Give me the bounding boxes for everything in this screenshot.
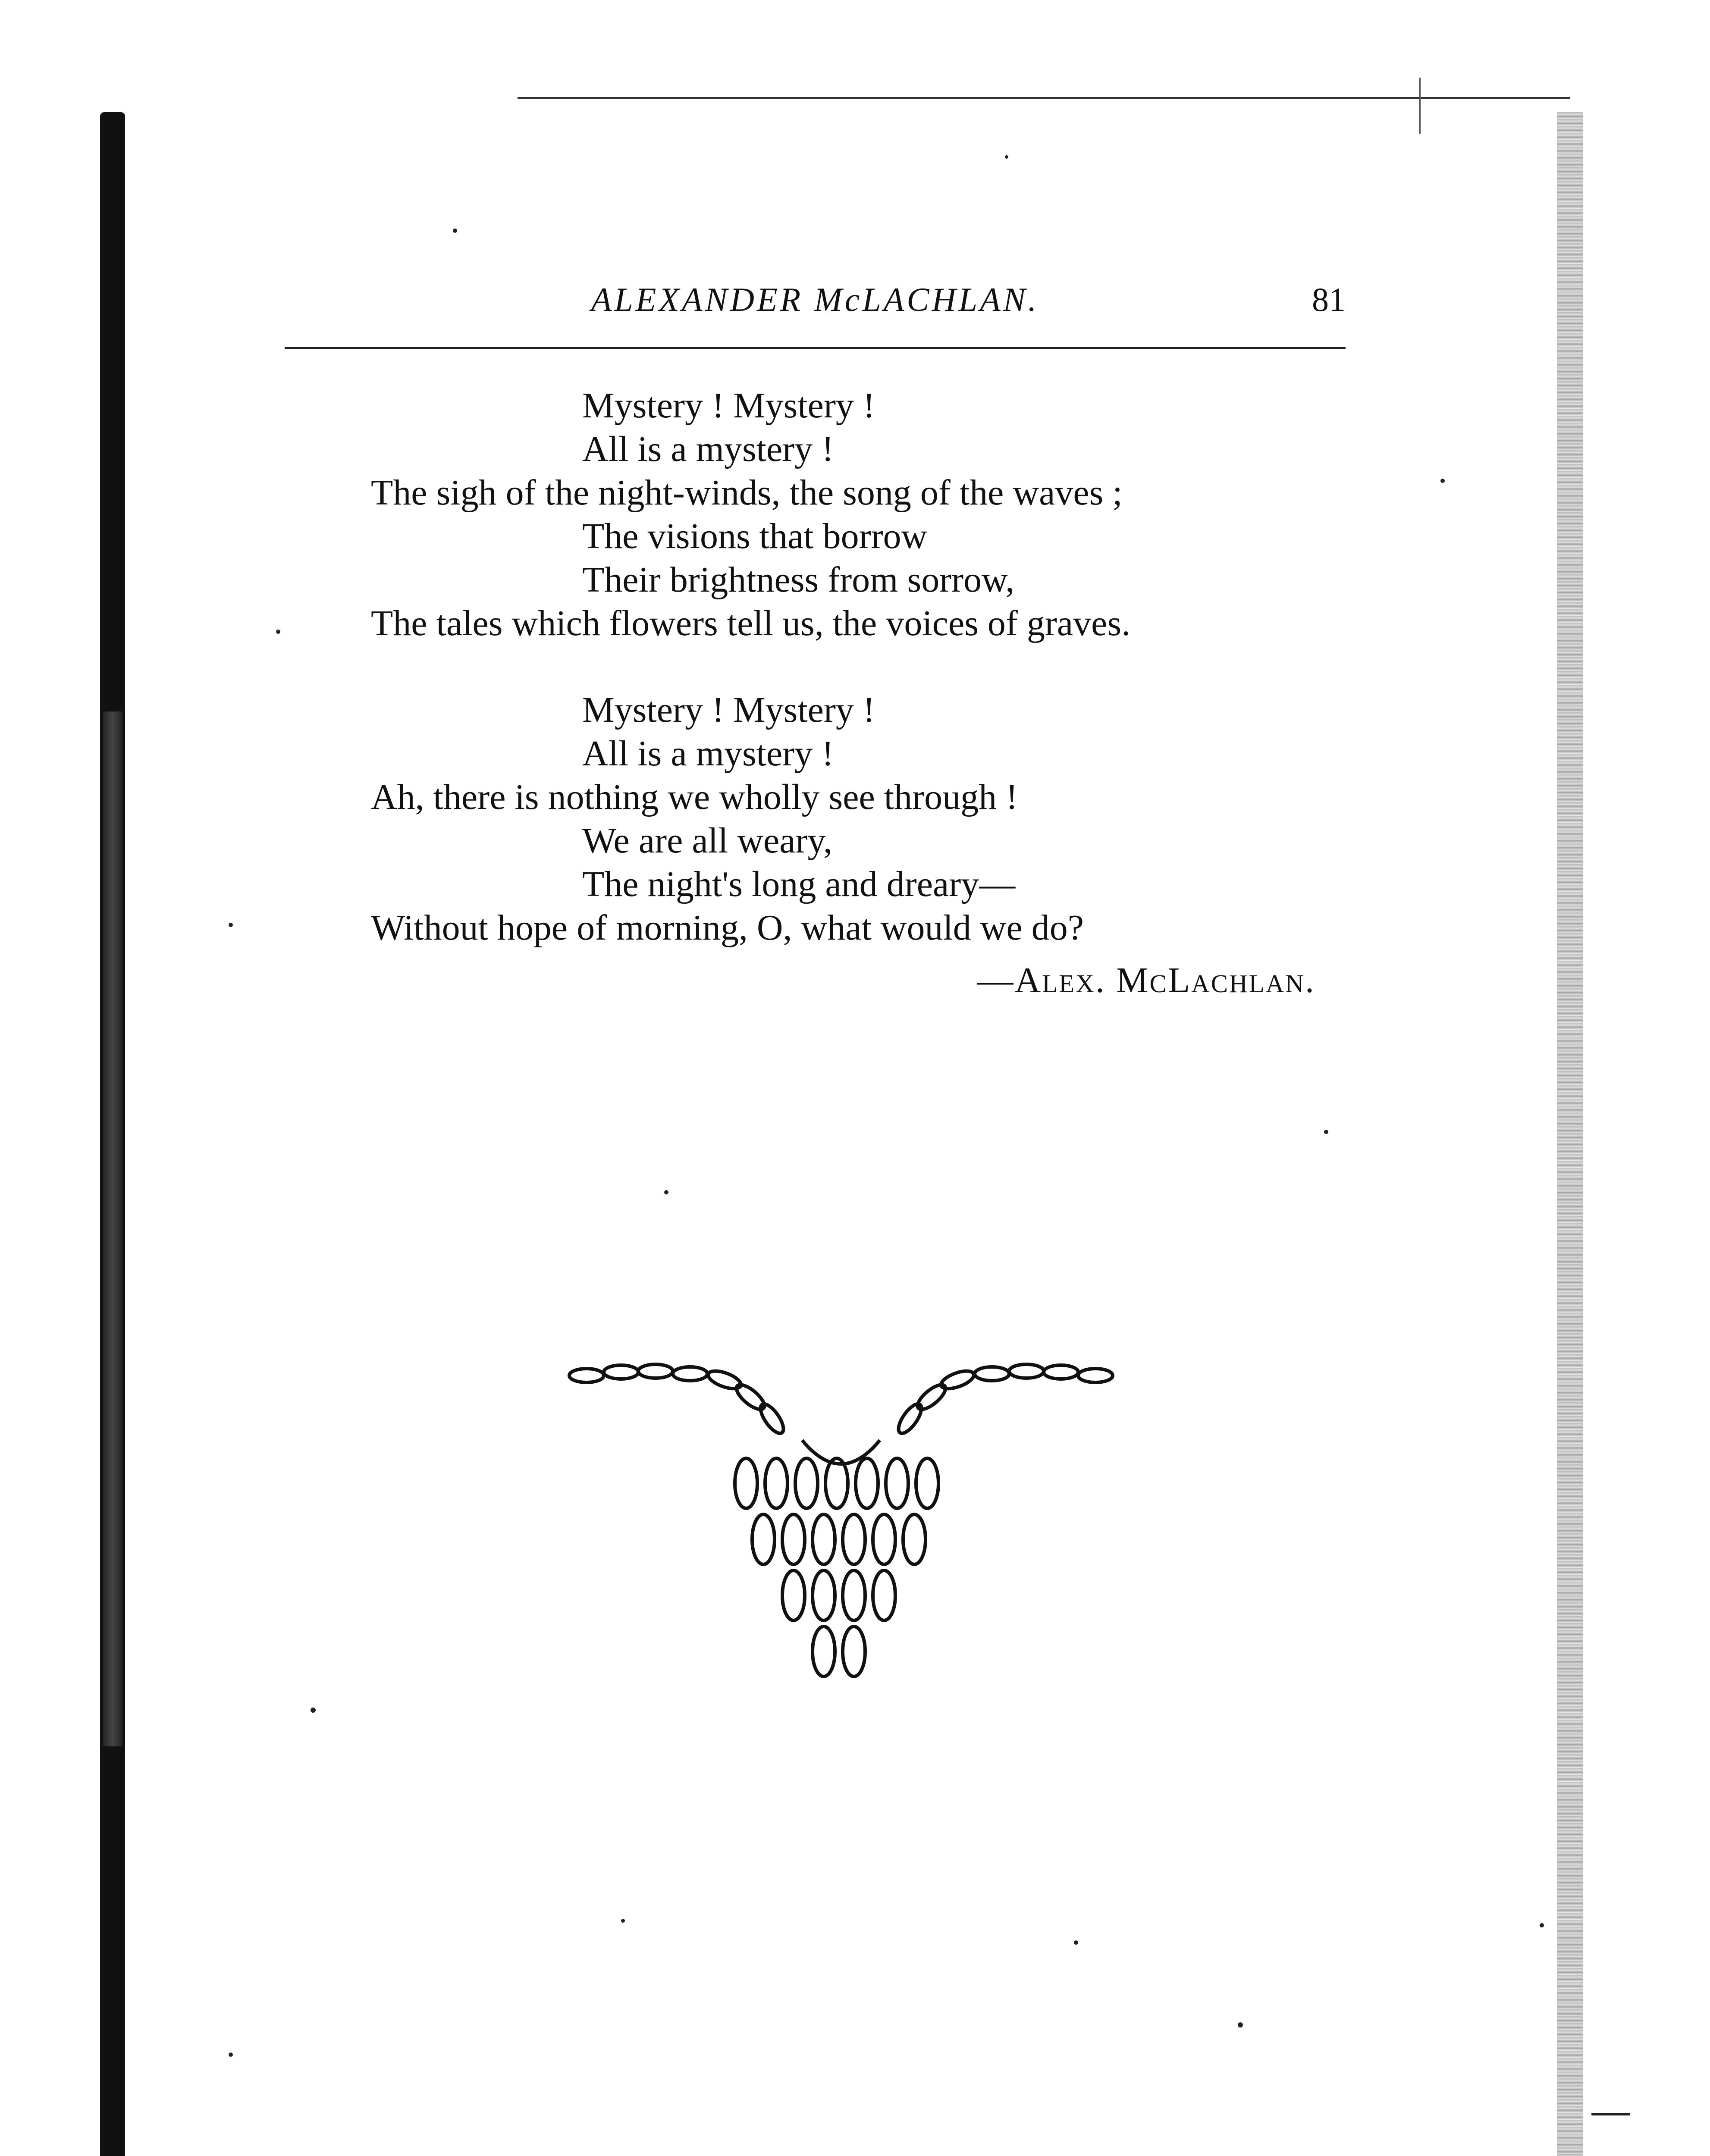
leaf-garland-ornament-icon [561, 1345, 1121, 1690]
scan-speck [1074, 1940, 1078, 1945]
scan-speck [453, 229, 457, 233]
scan-speck [1238, 2022, 1243, 2028]
stanza-gap [371, 645, 1363, 688]
scan-speck [621, 1919, 625, 1923]
poem-line: Their brightness from sorrow, [582, 560, 1015, 600]
scan-speck [311, 1708, 316, 1713]
scan-top-edge-mark [1419, 78, 1421, 134]
poem-line: The sigh of the night-winds, the song of the waves ; [371, 473, 1123, 513]
scan-speck [1324, 1130, 1328, 1134]
running-head-title: ALEXANDER McLACHLAN. [591, 281, 1039, 318]
poem-line: The tales which flowers tell us, the voices of graves. [371, 603, 1131, 643]
scan-speck [1540, 1923, 1544, 1927]
running-head-rule [285, 347, 1346, 349]
page-edge-right [1557, 112, 1583, 2156]
poem-line: Ah, there is nothing we wholly see through ! [371, 777, 1018, 817]
poem-line: Mystery ! Mystery ! [582, 690, 875, 730]
page-binding-texture [103, 711, 122, 1746]
scan-speck [229, 923, 233, 927]
poem-line: The night's long and dreary— [582, 864, 1016, 904]
scan-speck [1591, 2113, 1630, 2115]
scan-speck [664, 1190, 668, 1194]
poem-line: All is a mystery ! [582, 429, 834, 469]
poem-line: All is a mystery ! [582, 733, 834, 774]
poem-line: We are all weary, [582, 821, 833, 861]
poem-line: Mystery ! Mystery ! [582, 385, 875, 426]
poem-attribution: —Alex. McLachlan. [977, 960, 1315, 1000]
scan-speck [1440, 479, 1445, 483]
scan-speck [229, 2053, 233, 2057]
poem-line: Without hope of morning, O, what would we do? [371, 908, 1084, 948]
scan-top-edge [518, 97, 1570, 99]
poem-line: The visions that borrow [582, 516, 928, 556]
scan-speck [276, 630, 280, 634]
poem [371, 384, 1363, 950]
running-head [285, 280, 1346, 328]
page-number: 81 [1312, 281, 1346, 318]
scan-speck [1005, 155, 1008, 159]
